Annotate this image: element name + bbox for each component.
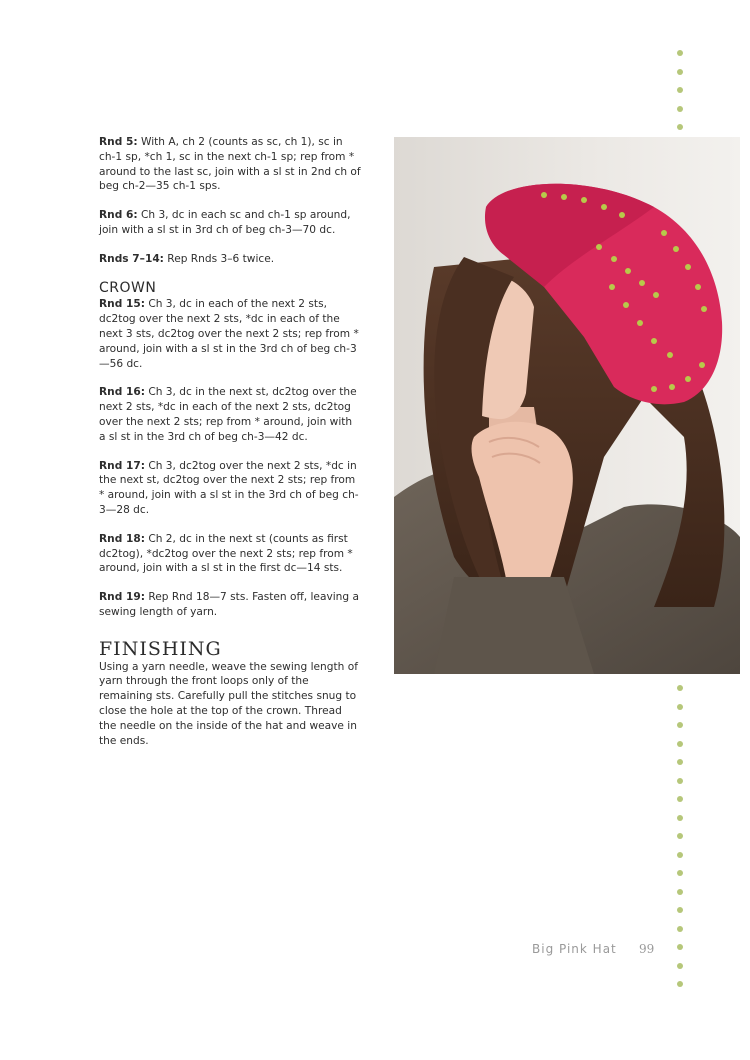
dot-icon [677,833,683,839]
round-16 [99,385,361,444]
dot-icon [677,50,683,56]
dot-icon [677,87,683,93]
round-text: Ch 2, dc in the next st (counts as first dc2tog), *dc2tog over the next 2 sts; rep from * around, join with a sl st in the first dc—14 sts. [99,532,353,575]
dot-icon [677,778,683,784]
dot-icon [677,815,683,821]
finishing-heading: FINISHING [99,637,222,660]
finishing-text: Using a yarn needle, weave the sewing length of yarn through the front loops only of the remaining sts. Carefully pull the stitches snug to close the hole at the top of the crown. Thread the needle on the inside of the hat and weave in the ends. [99,660,358,747]
round-6 [99,208,361,238]
round-text: Rep Rnds 3–6 twice. [163,252,275,265]
dot-icon [677,944,683,950]
instructions-column [99,135,361,762]
dot-icon [677,926,683,932]
page-number: 99 [639,942,655,956]
dot-icon [677,907,683,913]
dot-icon [677,889,683,895]
round-text: Ch 3, dc in the next st, dc2tog over the next 2 sts, *dc in each of the next 2 sts, dc2tog over the next 2 sts; rep from * around, join with a sl st in the 3rd ch of beg ch-3—42 dc. [99,386,357,443]
dot-icon [677,704,683,710]
round-text: Ch 3, dc in each sc and ch-1 sp around, join with a sl st in 3rd ch of beg ch-3—70 dc. [99,209,351,236]
round-text: Ch 3, dc in each of the next 2 sts, dc2tog over the next 2 sts, *dc in each of the next 3 sts, dc2tog over the next 2 sts; rep from * around, join with a sl st in the 3rd ch of beg ch-3—56 dc. [99,298,359,370]
crown-section [99,281,361,620]
round-label: Rnds 7–14: [99,252,164,265]
round-label: Rnd 17: [99,459,145,472]
round-text: Rep Rnd 18—7 sts. Fasten off, leaving a sewing length of yarn. [99,591,359,618]
decorative-dots-bottom [677,685,683,1000]
round-label: Rnd 6: [99,209,138,222]
dot-icon [677,963,683,969]
dot-icon [677,852,683,858]
dot-icon [677,722,683,728]
dot-icon [677,124,683,130]
dot-icon [677,685,683,691]
round-text: With A, ch 2 (counts as sc, ch 1), sc in ch-1 sp, *ch 1, sc in the next ch-1 sp; rep from * around to the last sc, join with a sl st in 2nd ch of beg ch-2—35 ch-1 sps. [99,136,361,193]
dot-icon [677,69,683,75]
dot-icon [677,741,683,747]
dot-icon [677,870,683,876]
dot-icon [677,796,683,802]
round-text: Ch 3, dc2tog over the next 2 sts, *dc in the next st, dc2tog over the next 2 sts; rep from * around, join with a sl st in the 3rd ch of beg ch-3—28 dc. [99,459,359,516]
round-label: Rnd 19: [99,591,145,604]
rounds-7-14 [99,252,361,267]
dot-icon [677,106,683,112]
dot-icon [677,981,683,987]
round-18 [99,532,361,576]
round-label: Rnd 15: [99,298,145,311]
round-19 [99,590,361,620]
footer-title: Big Pink Hat [532,942,617,956]
decorative-dots-top [677,50,683,143]
model-hat-photo [394,137,740,674]
round-label: Rnd 5: [99,136,138,148]
round-17 [99,459,361,518]
round-5 [99,135,361,194]
round-label: Rnd 16: [99,386,145,399]
crown-heading: CROWN [99,279,157,296]
round-label: Rnd 18: [99,532,145,545]
round-15 [99,297,361,371]
dot-icon [677,759,683,765]
